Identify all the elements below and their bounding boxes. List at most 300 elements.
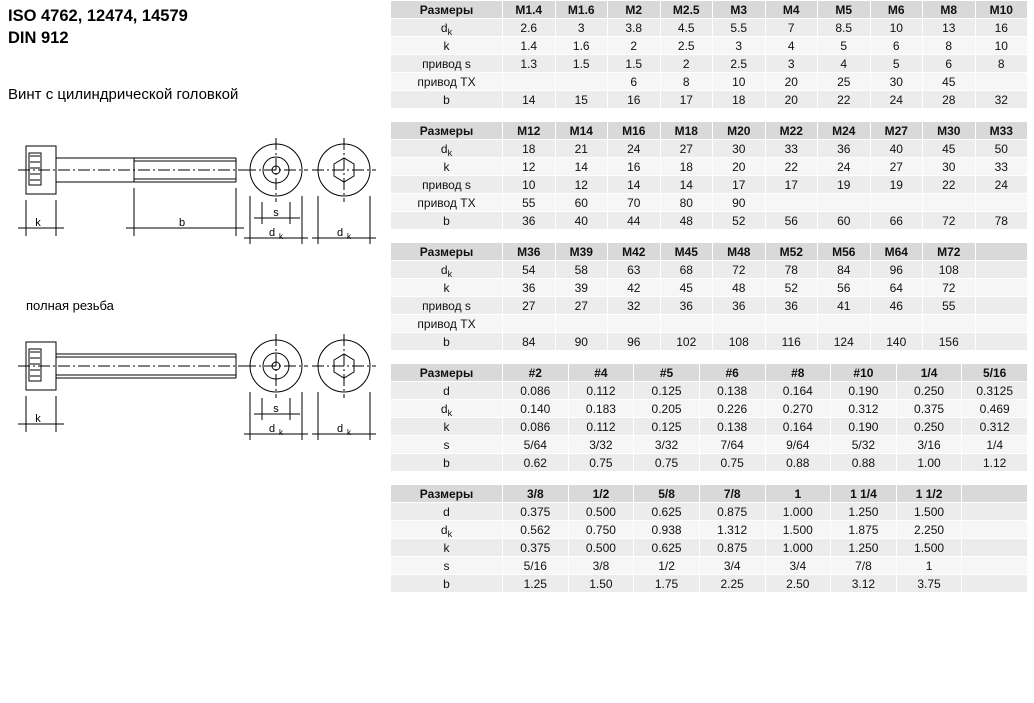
dimension-table <box>390 0 1028 109</box>
table-cell <box>608 315 661 333</box>
table-cell <box>975 333 1028 351</box>
table-row <box>391 73 1028 91</box>
table-header-size: M64 <box>870 243 923 261</box>
table-cell <box>923 194 976 212</box>
table-cell: 2.6 <box>503 19 556 37</box>
table-header-size: #8 <box>765 364 831 382</box>
table-cell: 56 <box>818 279 871 297</box>
row-label <box>391 261 503 279</box>
table-cell: 1/4 <box>962 436 1028 454</box>
table-cell: 1.3 <box>503 55 556 73</box>
table-cell: 27 <box>870 158 923 176</box>
table-cell: 5 <box>870 55 923 73</box>
row-label <box>391 521 503 539</box>
row-label <box>391 140 503 158</box>
row-label: привод s <box>391 297 503 315</box>
table-row <box>391 297 1028 315</box>
table-cell <box>962 539 1028 557</box>
table-cell: 5.5 <box>713 19 766 37</box>
row-label: k <box>391 418 503 436</box>
table-cell: 0.190 <box>831 418 897 436</box>
table-cell: 16 <box>608 158 661 176</box>
table-cell: 72 <box>923 279 976 297</box>
table-cell: 0.140 <box>503 400 569 418</box>
table-cell <box>975 297 1028 315</box>
table-cell: 17 <box>765 176 818 194</box>
table-cell: 64 <box>870 279 923 297</box>
table-cell: 1.250 <box>831 503 897 521</box>
table-cell: 45 <box>923 73 976 91</box>
table-cell: 55 <box>923 297 976 315</box>
table-cell: 36 <box>818 140 871 158</box>
table-header-size: 1 <box>765 485 831 503</box>
table-cell: 19 <box>870 176 923 194</box>
table-cell: 24 <box>870 91 923 109</box>
table-cell: 0.375 <box>896 400 962 418</box>
table-cell: 1.75 <box>634 575 700 593</box>
screw-drawing-full-thread <box>4 324 382 464</box>
table-cell: 1.00 <box>896 454 962 472</box>
table-cell: 1/2 <box>634 557 700 575</box>
table-cell <box>975 279 1028 297</box>
table-cell: 50 <box>975 140 1028 158</box>
table-cell: 20 <box>765 91 818 109</box>
table-cell: 24 <box>975 176 1028 194</box>
table-cell: 30 <box>870 73 923 91</box>
dimension-table <box>390 121 1028 230</box>
row-label: привод TX <box>391 194 503 212</box>
row-label-base: d <box>440 401 448 416</box>
table-cell: 2.250 <box>896 521 962 539</box>
table-cell: 1.500 <box>765 521 831 539</box>
table-cell: 3/4 <box>699 557 765 575</box>
screw-drawing-partial-thread <box>4 128 382 268</box>
table-cell <box>765 194 818 212</box>
table-header-dimension: Размеры <box>391 364 503 382</box>
table-cell: 27 <box>555 297 608 315</box>
table-cell: 4 <box>765 37 818 55</box>
row-label: привод TX <box>391 73 503 91</box>
table-cell: 36 <box>660 297 713 315</box>
dimension-label-dk-sub: k <box>279 232 283 241</box>
table-cell: 16 <box>608 91 661 109</box>
page-title-line1: ISO 4762, 12474, 14579 <box>8 7 188 25</box>
table-header-row <box>391 1 1028 19</box>
table-cell: 0.75 <box>699 454 765 472</box>
table-cell: 17 <box>660 91 713 109</box>
table-cell: 20 <box>713 158 766 176</box>
table-header-size: M2 <box>608 1 661 19</box>
table-cell: 10 <box>870 19 923 37</box>
table-cell: 0.205 <box>634 400 700 418</box>
row-label-base: d <box>440 522 448 537</box>
table-header-size: M1.6 <box>555 1 608 19</box>
table-cell: 0.250 <box>896 418 962 436</box>
table-header-row <box>391 485 1028 503</box>
table-row <box>391 454 1028 472</box>
row-label: b <box>391 575 503 593</box>
dimension-label-dk2-sub: k <box>347 428 351 437</box>
table-cell: 124 <box>818 333 871 351</box>
table-header-size: M24 <box>818 122 871 140</box>
dimension-label-dk2-sub: k <box>347 232 351 241</box>
row-label: k <box>391 539 503 557</box>
table-cell: 33 <box>975 158 1028 176</box>
dimension-label-k: k <box>35 413 41 425</box>
table-row <box>391 19 1028 37</box>
table-cell: 36 <box>503 279 556 297</box>
table-cell: 25 <box>818 73 871 91</box>
table-cell: 5/32 <box>831 436 897 454</box>
table-cell: 72 <box>923 212 976 230</box>
table-cell: 63 <box>608 261 661 279</box>
table-header-dimension: Размеры <box>391 122 503 140</box>
row-label: b <box>391 91 503 109</box>
table-cell <box>660 315 713 333</box>
table-cell: 3.75 <box>896 575 962 593</box>
table-row <box>391 503 1028 521</box>
table-cell: 2.5 <box>660 37 713 55</box>
table-cell: 1.12 <box>962 454 1028 472</box>
table-cell: 0.375 <box>503 539 569 557</box>
table-header-size: M5 <box>818 1 871 19</box>
row-label <box>391 400 503 418</box>
row-label: привод s <box>391 176 503 194</box>
table-cell: 0.190 <box>831 382 897 400</box>
table-header-size: M30 <box>923 122 976 140</box>
table-cell: 7/8 <box>831 557 897 575</box>
table-cell: 1.4 <box>503 37 556 55</box>
table-cell: 1.500 <box>896 503 962 521</box>
table-cell <box>975 73 1028 91</box>
table-cell: 56 <box>765 212 818 230</box>
table-cell: 0.164 <box>765 382 831 400</box>
table-cell: 17 <box>713 176 766 194</box>
table-cell: 7 <box>765 19 818 37</box>
table-cell: 3 <box>555 19 608 37</box>
table-cell: 4 <box>818 55 871 73</box>
table-header-size: 1 1/2 <box>896 485 962 503</box>
table-cell: 48 <box>660 212 713 230</box>
full-thread-note: полная резьба <box>26 298 114 313</box>
table-header-size: M45 <box>660 243 713 261</box>
table-cell: 41 <box>818 297 871 315</box>
table-header-size: M10 <box>975 1 1028 19</box>
table-cell: 52 <box>765 279 818 297</box>
left-column <box>0 0 385 703</box>
table-header-size: M4 <box>765 1 818 19</box>
table-cell: 45 <box>660 279 713 297</box>
table-cell: 3 <box>765 55 818 73</box>
row-label: s <box>391 557 503 575</box>
table-cell: 3/16 <box>896 436 962 454</box>
table-header-size: 1/2 <box>568 485 634 503</box>
table-row <box>391 158 1028 176</box>
table-header-size: M39 <box>555 243 608 261</box>
page-title <box>8 6 368 50</box>
table-cell: 0.625 <box>634 503 700 521</box>
table-cell: 90 <box>555 333 608 351</box>
table-header-size: M1.4 <box>503 1 556 19</box>
table-cell: 14 <box>503 91 556 109</box>
table-cell: 0.3125 <box>962 382 1028 400</box>
table-cell: 5/16 <box>503 557 569 575</box>
table-cell: 3.8 <box>608 19 661 37</box>
table-cell: 15 <box>555 91 608 109</box>
table-header-row <box>391 122 1028 140</box>
table-cell <box>503 315 556 333</box>
table-header-dimension: Размеры <box>391 485 503 503</box>
dimension-label-s: s <box>273 403 279 415</box>
row-label <box>391 19 503 37</box>
row-label-base: d <box>440 262 448 277</box>
table-cell: 1.50 <box>568 575 634 593</box>
table-cell: 0.562 <box>503 521 569 539</box>
table-cell: 1.250 <box>831 539 897 557</box>
row-label-base: d <box>440 20 448 35</box>
dimension-label-k: k <box>35 217 41 229</box>
table-cell: 116 <box>765 333 818 351</box>
table-header-size: #2 <box>503 364 569 382</box>
row-label: d <box>391 503 503 521</box>
table-cell: 8 <box>975 55 1028 73</box>
table-cell: 0.469 <box>962 400 1028 418</box>
table-cell <box>923 315 976 333</box>
table-cell: 2.5 <box>713 55 766 73</box>
table-row <box>391 557 1028 575</box>
table-cell: 0.875 <box>699 503 765 521</box>
table-cell: 3/4 <box>765 557 831 575</box>
row-label-subscript: k <box>447 268 453 279</box>
table-cell: 5 <box>818 37 871 55</box>
table-cell: 39 <box>555 279 608 297</box>
table-cell: 1.000 <box>765 503 831 521</box>
row-label: привод TX <box>391 315 503 333</box>
table-cell: 18 <box>503 140 556 158</box>
table-cell: 0.112 <box>568 418 634 436</box>
table-cell: 5/64 <box>503 436 569 454</box>
dimension-label-dk2: d <box>336 423 344 435</box>
table-cell: 32 <box>608 297 661 315</box>
table-row <box>391 418 1028 436</box>
row-label-base: d <box>440 141 448 156</box>
table-cell: 36 <box>503 212 556 230</box>
table-cell: 36 <box>765 297 818 315</box>
table-cell: 24 <box>818 158 871 176</box>
table-cell: 8 <box>923 37 976 55</box>
dimension-label-s: s <box>273 207 279 219</box>
table-header-size: #6 <box>699 364 765 382</box>
table-header-size: M6 <box>870 1 923 19</box>
table-cell <box>765 315 818 333</box>
table-cell: 6 <box>870 37 923 55</box>
table-cell: 22 <box>818 91 871 109</box>
row-label: привод s <box>391 55 503 73</box>
table-cell: 22 <box>765 158 818 176</box>
table-row <box>391 400 1028 418</box>
dimension-label-dk2: d <box>336 227 344 239</box>
table-cell: 0.226 <box>699 400 765 418</box>
table-header-size <box>962 485 1028 503</box>
row-label: s <box>391 436 503 454</box>
table-header-size: M14 <box>555 122 608 140</box>
table-row <box>391 575 1028 593</box>
table-cell: 42 <box>608 279 661 297</box>
row-label: b <box>391 333 503 351</box>
table-cell: 1.5 <box>555 55 608 73</box>
table-cell: 46 <box>870 297 923 315</box>
table-cell: 16 <box>975 19 1028 37</box>
table-cell: 40 <box>555 212 608 230</box>
table-cell: 9/64 <box>765 436 831 454</box>
table-cell: 68 <box>660 261 713 279</box>
table-header-size: M52 <box>765 243 818 261</box>
table-cell: 54 <box>503 261 556 279</box>
dimension-label-dk-sub: k <box>279 428 283 437</box>
table-cell: 0.500 <box>568 539 634 557</box>
table-cell: 10 <box>503 176 556 194</box>
table-cell: 0.112 <box>568 382 634 400</box>
table-cell: 21 <box>555 140 608 158</box>
table-cell: 13 <box>923 19 976 37</box>
table-cell: 84 <box>503 333 556 351</box>
table-cell: 12 <box>503 158 556 176</box>
table-row <box>391 333 1028 351</box>
table-row <box>391 279 1028 297</box>
table-cell: 18 <box>713 91 766 109</box>
table-header-row <box>391 243 1028 261</box>
table-header-size: M2.5 <box>660 1 713 19</box>
table-cell <box>818 315 871 333</box>
row-label: k <box>391 279 503 297</box>
table-cell: 0.938 <box>634 521 700 539</box>
table-cell: 0.138 <box>699 418 765 436</box>
table-cell: 2.25 <box>699 575 765 593</box>
table-cell: 0.164 <box>765 418 831 436</box>
table-cell: 0.500 <box>568 503 634 521</box>
table-cell: 20 <box>765 73 818 91</box>
table-cell <box>975 194 1028 212</box>
table-header-size: 7/8 <box>699 485 765 503</box>
table-row <box>391 539 1028 557</box>
table-cell: 72 <box>713 261 766 279</box>
table-cell: 3/32 <box>568 436 634 454</box>
table-row <box>391 176 1028 194</box>
table-cell: 108 <box>713 333 766 351</box>
table-cell: 96 <box>608 333 661 351</box>
table-header-size: M16 <box>608 122 661 140</box>
row-label: b <box>391 454 503 472</box>
table-row <box>391 140 1028 158</box>
table-cell: 1.500 <box>896 539 962 557</box>
table-cell: 1 <box>896 557 962 575</box>
table-cell <box>555 73 608 91</box>
table-cell: 19 <box>818 176 871 194</box>
table-cell: 12 <box>555 176 608 194</box>
table-cell: 2 <box>660 55 713 73</box>
table-cell: 33 <box>765 140 818 158</box>
table-cell: 1.25 <box>503 575 569 593</box>
table-cell: 66 <box>870 212 923 230</box>
table-cell: 0.270 <box>765 400 831 418</box>
table-cell: 78 <box>765 261 818 279</box>
table-row <box>391 261 1028 279</box>
table-cell: 22 <box>923 176 976 194</box>
table-cell <box>503 73 556 91</box>
table-cell: 30 <box>713 140 766 158</box>
table-cell <box>962 503 1028 521</box>
table-cell: 14 <box>608 176 661 194</box>
table-cell: 90 <box>713 194 766 212</box>
table-cell: 0.183 <box>568 400 634 418</box>
table-row <box>391 194 1028 212</box>
table-cell: 6 <box>923 55 976 73</box>
row-label: k <box>391 158 503 176</box>
table-cell: 84 <box>818 261 871 279</box>
table-cell: 140 <box>870 333 923 351</box>
table-cell: 0.086 <box>503 418 569 436</box>
table-cell: 14 <box>555 158 608 176</box>
row-label-subscript: k <box>447 407 453 418</box>
table-row <box>391 212 1028 230</box>
table-cell: 2.50 <box>765 575 831 593</box>
dimension-table <box>390 484 1028 593</box>
dimension-table <box>390 363 1028 472</box>
table-cell: 0.75 <box>568 454 634 472</box>
table-header-size: #10 <box>831 364 897 382</box>
table-header-dimension: Размеры <box>391 243 503 261</box>
table-row <box>391 315 1028 333</box>
table-cell: 0.250 <box>896 382 962 400</box>
table-cell: 48 <box>713 279 766 297</box>
table-cell <box>975 261 1028 279</box>
dimension-label-b: b <box>178 217 186 229</box>
table-cell <box>962 521 1028 539</box>
table-cell: 3/8 <box>568 557 634 575</box>
row-label: k <box>391 37 503 55</box>
dimension-table <box>390 242 1028 351</box>
table-row <box>391 91 1028 109</box>
table-cell: 0.875 <box>699 539 765 557</box>
table-header-size: M22 <box>765 122 818 140</box>
table-cell: 1.5 <box>608 55 661 73</box>
table-cell: 3 <box>713 37 766 55</box>
table-cell <box>870 315 923 333</box>
table-row <box>391 521 1028 539</box>
table-cell <box>870 194 923 212</box>
table-cell: 10 <box>713 73 766 91</box>
table-cell: 18 <box>660 158 713 176</box>
table-cell: 0.88 <box>831 454 897 472</box>
table-cell: 10 <box>975 37 1028 55</box>
table-header-size: 1 1/4 <box>831 485 897 503</box>
table-cell: 0.75 <box>634 454 700 472</box>
table-header-size: M42 <box>608 243 661 261</box>
table-cell: 0.88 <box>765 454 831 472</box>
table-row <box>391 436 1028 454</box>
table-cell: 0.312 <box>962 418 1028 436</box>
dimension-label-dk: d <box>268 227 276 239</box>
table-row <box>391 382 1028 400</box>
table-cell: 78 <box>975 212 1028 230</box>
table-cell: 70 <box>608 194 661 212</box>
table-cell: 44 <box>608 212 661 230</box>
table-header-dimension: Размеры <box>391 1 503 19</box>
table-cell: 60 <box>818 212 871 230</box>
table-cell: 1.875 <box>831 521 897 539</box>
table-header-row <box>391 364 1028 382</box>
table-header-size: M33 <box>975 122 1028 140</box>
